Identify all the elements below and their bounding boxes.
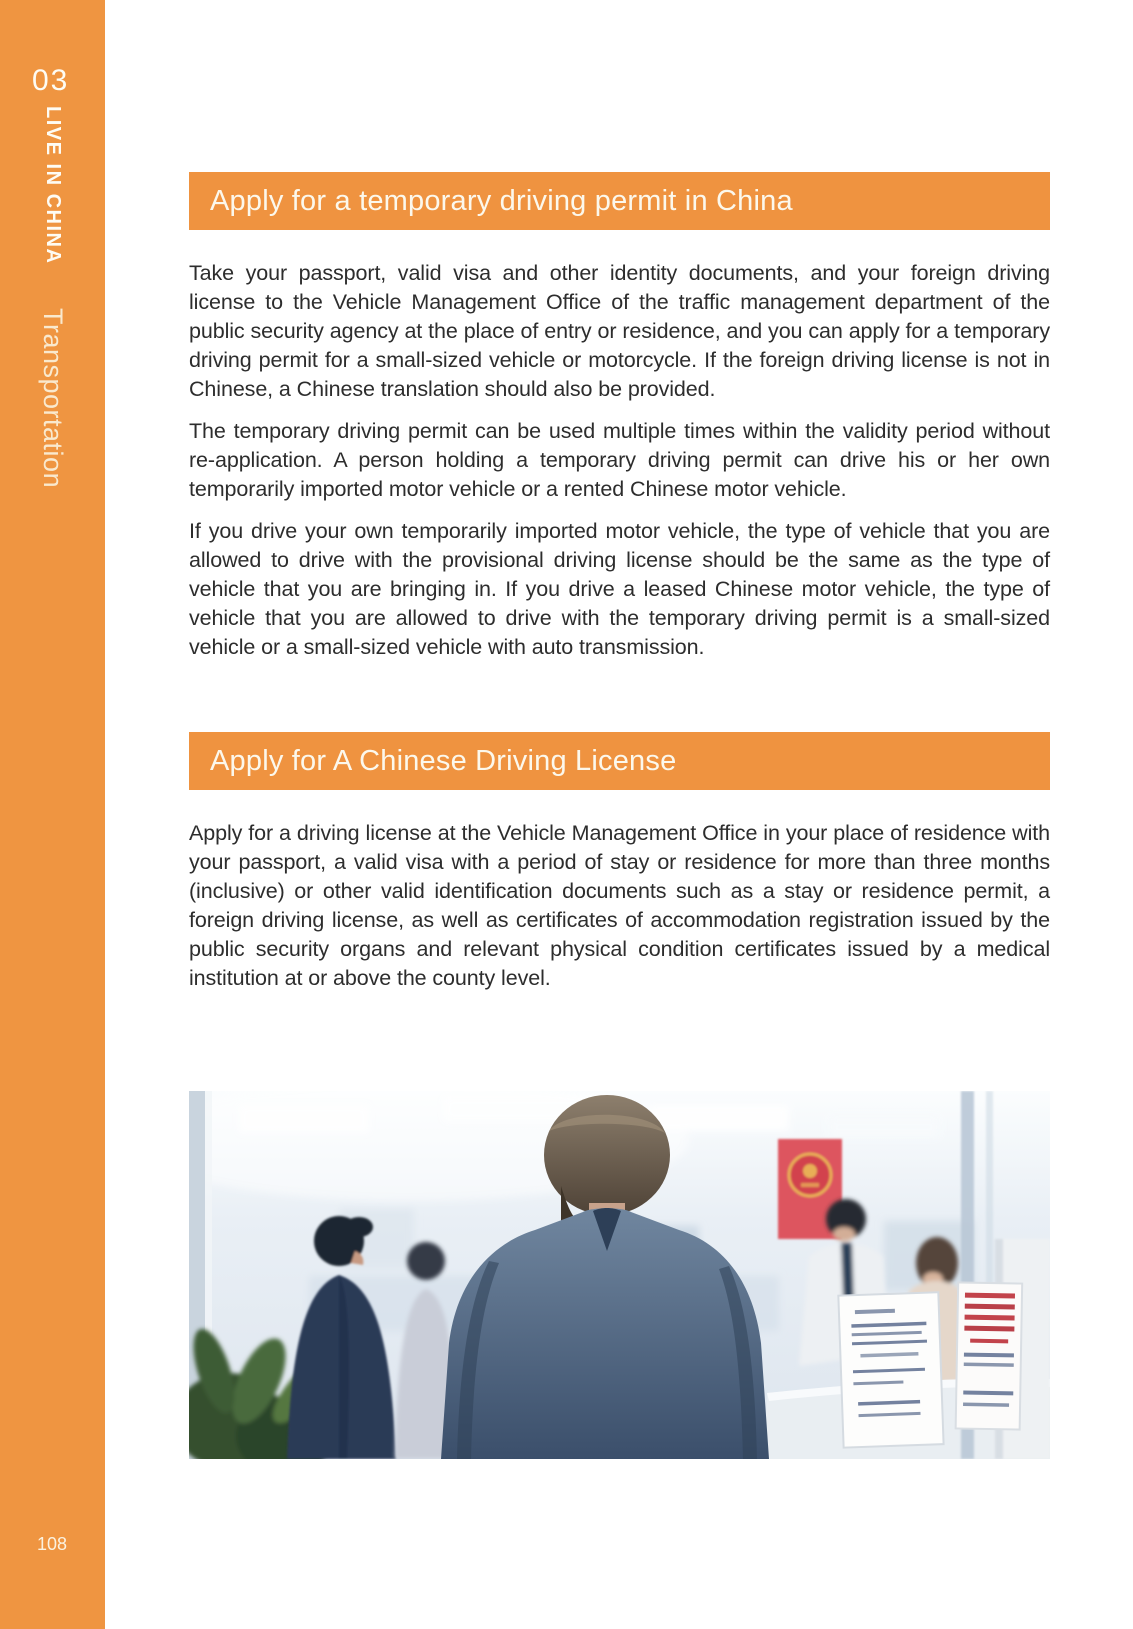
paragraph: Apply for a driving license at the Vehicle Management Office in your place of residence with your passport, a valid visa with a period of stay or residence for more than three months (inclusive) or other valid identification documents such as a stay or residence permit, a foreign driving license, as well as certificates of accommodation registration issued by the public security organs and relevant physical condition certificates issued by a medical institution at or above the county level.	[189, 821, 1050, 990]
section-header-driving-license: Apply for A Chinese Driving License	[189, 732, 1050, 790]
office-photo-illustration	[189, 1091, 1050, 1459]
paragraph: Take your passport, valid visa and other identity documents, and your foreign driving license to the Vehicle Management Office of the traffic management department of the public security agency at the place of entry or residence, and you can apply for a temporary driving permit for a small-sized vehicle or motorcycle. If the foreign driving license is not in Chinese, a Chinese translation should also be provided.	[189, 261, 1050, 401]
paragraph: The temporary driving permit can be used multiple times within the validity period without re-application. A person holding a temporary driving permit can drive his or her own temporarily imported motor vehicle or a rented Chinese motor vehicle.	[189, 419, 1050, 501]
section-header-temporary-permit: Apply for a temporary driving permit in China	[189, 172, 1050, 230]
paragraph: If you drive your own temporarily imported motor vehicle, the type of vehicle that you are allowed to drive with the provisional driving license should be the same as the type of vehicle that you are bringing in. If you drive a leased Chinese motor vehicle, the type of vehicle that you are allowed to drive with the temporary driving permit is a small-sized vehicle or a small-sized vehicle with auto transmission.	[189, 519, 1050, 659]
chapter-number: 03	[32, 64, 70, 97]
notice-signs	[838, 1282, 1022, 1447]
chapter-title: LIVE IN CHINA	[42, 106, 64, 265]
chapter-sidebar	[0, 0, 105, 1629]
office-photo	[189, 1091, 1050, 1459]
content-column	[189, 0, 1050, 1459]
page-number: 108	[37, 1534, 68, 1554]
section-title-vertical: Transportation	[38, 308, 68, 489]
